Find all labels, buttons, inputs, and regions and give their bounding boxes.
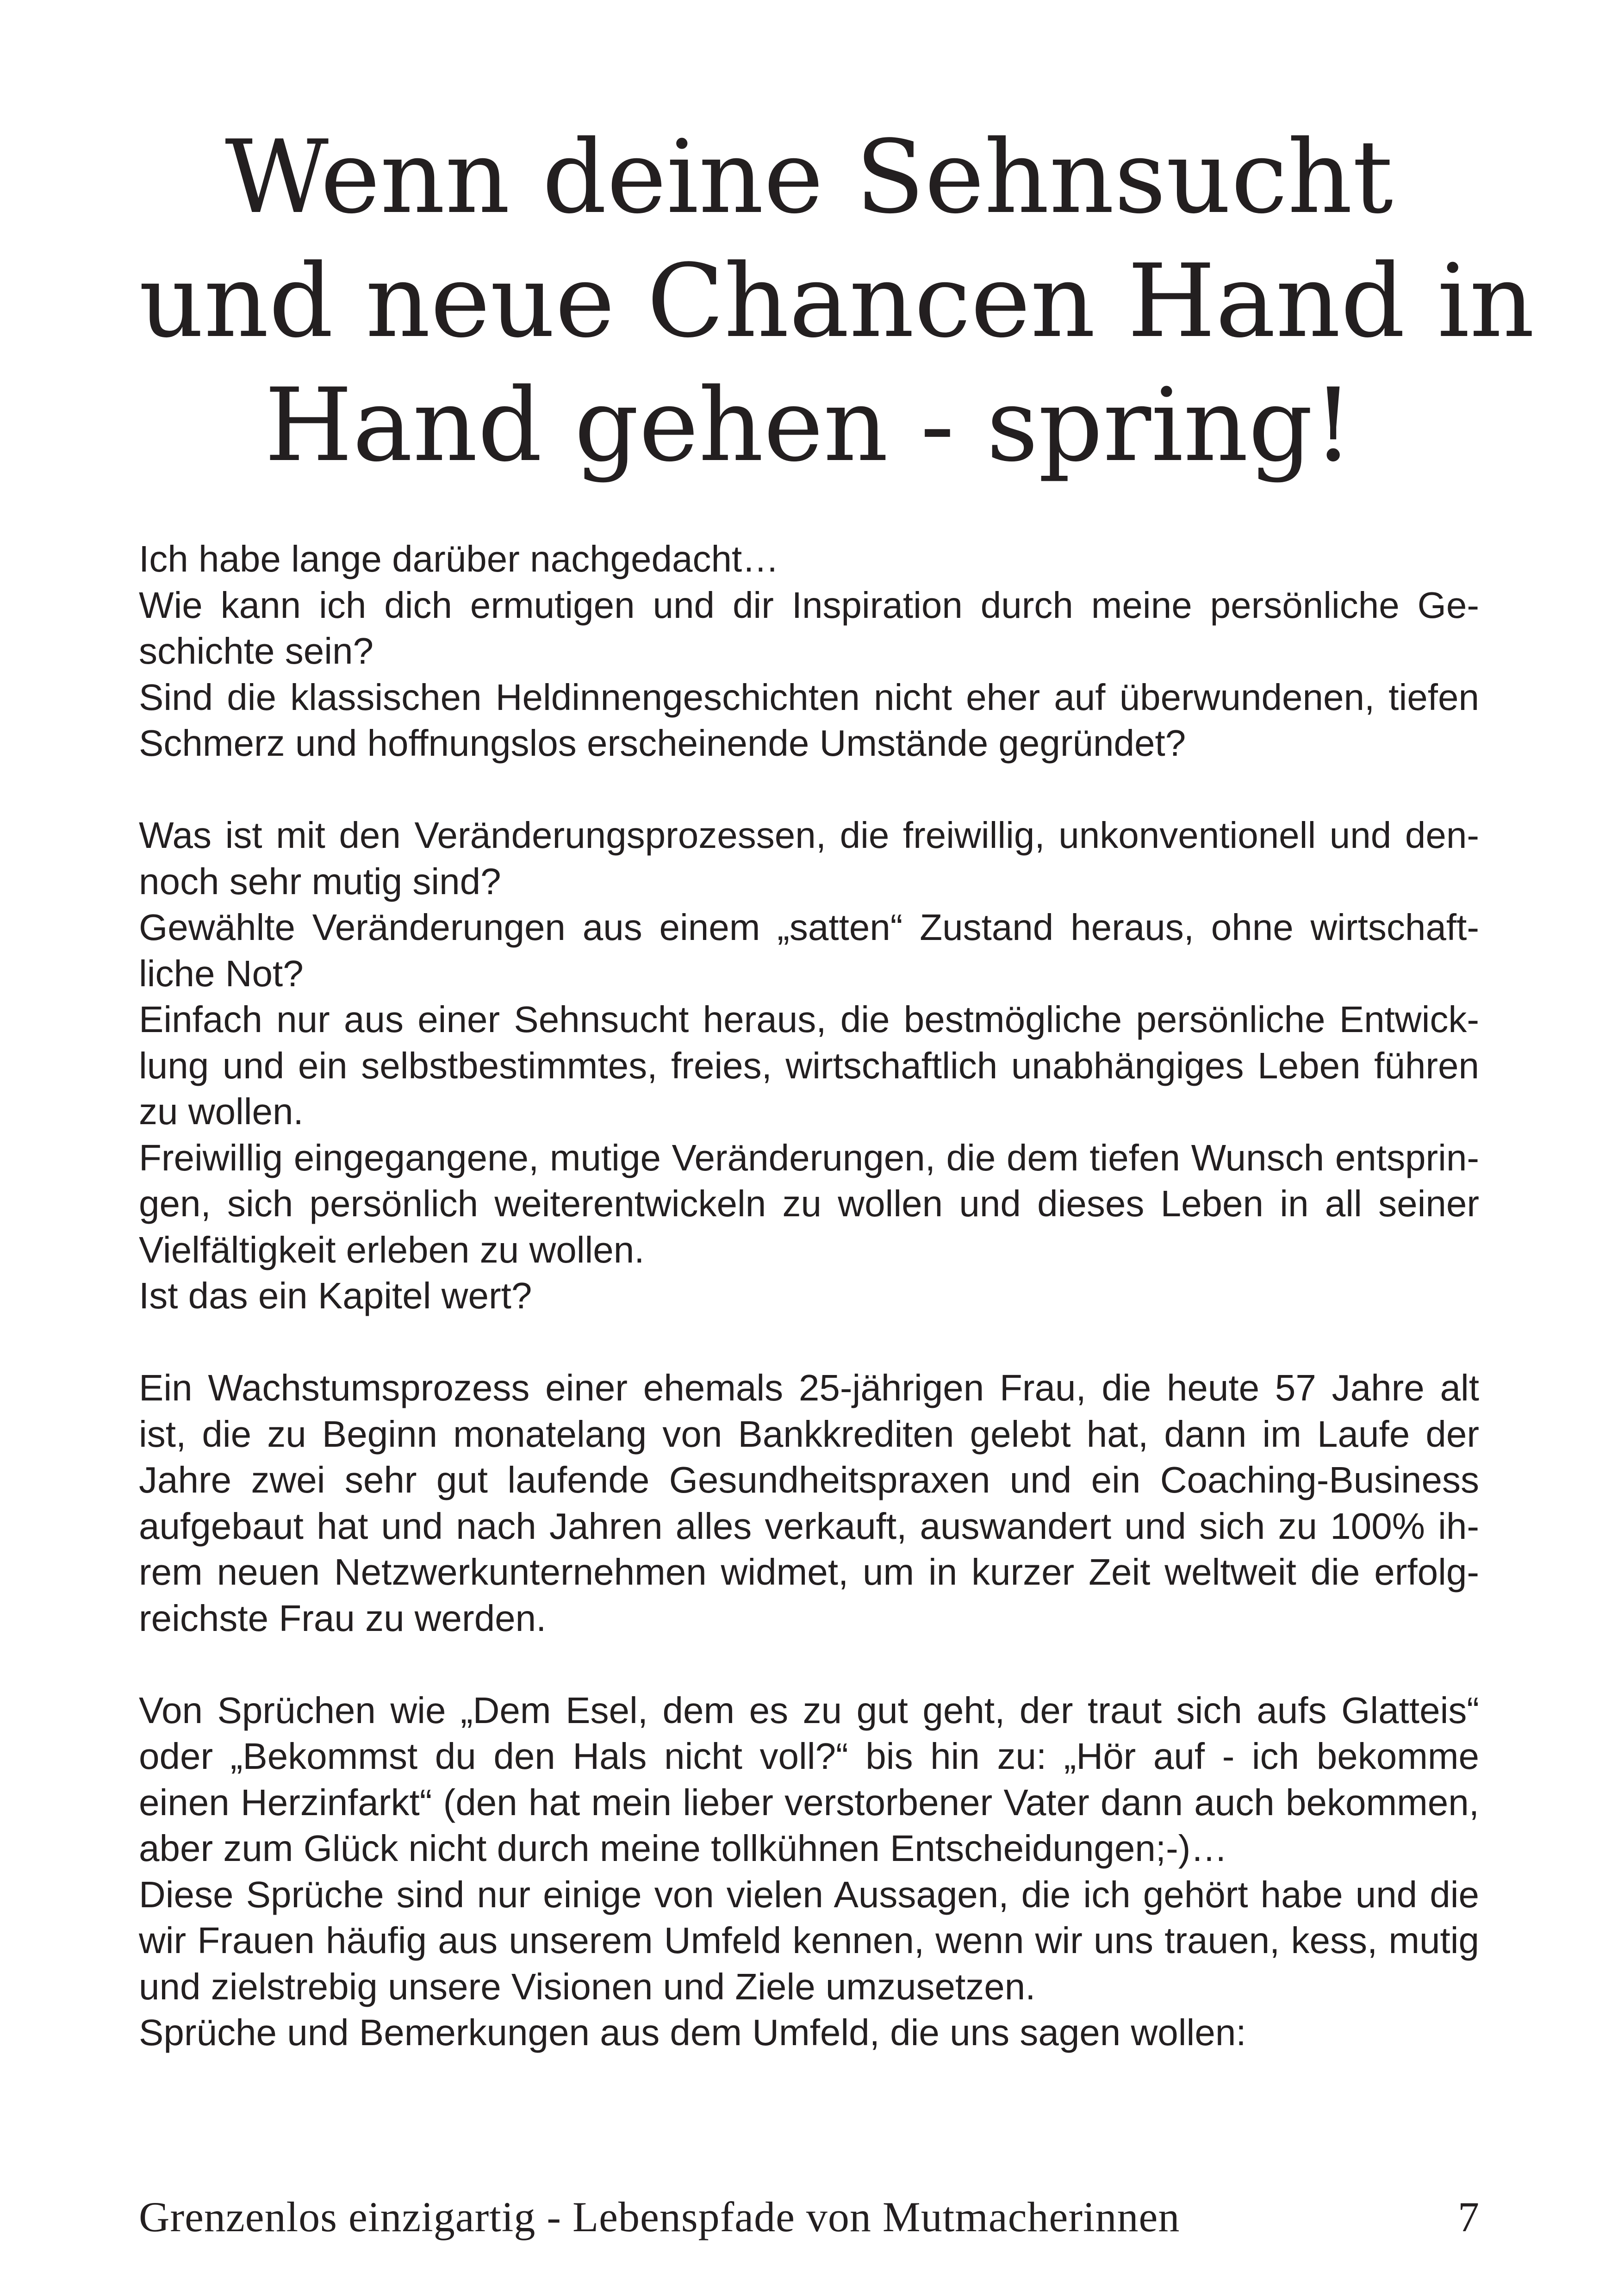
- text-line: und zielstrebig unsere Visionen und Ziele umzusetzen.: [139, 1966, 1036, 2007]
- text-line: oder „Bekommst du den Hals nicht voll?“ bis hin zu: „Hör auf - ich bekomme: [139, 1736, 1479, 1777]
- text-line: schichte sein?: [139, 630, 373, 672]
- text-line: lung und ein selbstbestimmtes, freies, wirtschaftlich unabhängiges Leben führen: [139, 1045, 1479, 1086]
- paragraph: [139, 1687, 1479, 2056]
- text-line: Schmerz und hoffnungslos erscheinende Umstände gegründet?: [139, 722, 1186, 764]
- text-line: liche Not?: [139, 952, 304, 994]
- page-footer: [139, 2189, 1479, 2245]
- paragraph: [139, 536, 1479, 766]
- text-line: Was ist mit den Veränderungsprozessen, die freiwillig, unkonventionell und den-: [139, 815, 1479, 856]
- paragraph: [139, 1365, 1479, 1641]
- page-number: 7: [1458, 2193, 1479, 2240]
- text-line: Ich habe lange darüber nachgedacht…: [139, 538, 779, 579]
- text-line: Wie kann ich dich ermutigen und dir Inspiration durch meine persönliche Ge-: [139, 584, 1479, 626]
- chapter-title-line: und neue Chancen Hand in: [139, 243, 1535, 360]
- body-text: [139, 536, 1479, 2102]
- text-line: gen, sich persönlich weiterentwickeln zu wollen und dieses Leben in all seiner: [139, 1183, 1479, 1224]
- text-line: Diese Sprüche sind nur einige von vielen Aussagen, die ich gehört habe und die: [139, 1873, 1479, 1915]
- text-line: wir Frauen häufig aus unserem Umfeld kennen, wenn wir uns trauen, kess, mutig: [139, 1920, 1479, 1961]
- text-line: Freiwillig eingegangene, mutige Veränderungen, die dem tiefen Wunsch entsprin-: [139, 1137, 1479, 1178]
- text-line: Sind die klassischen Heldinnengeschichten nicht eher auf überwundenen, tiefen: [139, 676, 1479, 718]
- text-line: Ein Wachstumsprozess einer ehemals 25-jährigen Frau, die heute 57 Jahre alt: [139, 1367, 1479, 1408]
- text-line: rem neuen Netzwerkunternehmen widmet, um in kurzer Zeit weltweit die erfolg-: [139, 1551, 1479, 1593]
- text-line: Jahre zwei sehr gut laufende Gesundheitspraxen und ein Coaching-Business: [139, 1459, 1479, 1500]
- text-line: Vielfältigkeit erleben zu wollen.: [139, 1229, 645, 1270]
- text-line: Einfach nur aus einer Sehnsucht heraus, die bestmögliche persönliche Entwick-: [139, 999, 1479, 1040]
- chapter-title: [139, 116, 1535, 488]
- text-line: noch sehr mutig sind?: [139, 860, 501, 902]
- chapter-title-line: Wenn deine Sehnsucht: [225, 119, 1393, 236]
- text-line: Sprüche und Bemerkungen aus dem Umfeld, die uns sagen wollen:: [139, 2012, 1246, 2053]
- text-line: reichste Frau zu werden.: [139, 1597, 547, 1639]
- text-line: einen Herzinfarkt“ (den hat mein lieber verstorbener Vater dann auch bekommen,: [139, 1781, 1479, 1823]
- paragraph: [139, 812, 1479, 1319]
- text-line: Ist das ein Kapitel wert?: [139, 1275, 532, 1316]
- text-line: aufgebaut hat und nach Jahren alles verkauft, auswandert und sich zu 100% ih-: [139, 1505, 1479, 1547]
- text-line: aber zum Glück nicht durch meine tollkühnen Entscheidungen;-)…: [139, 1828, 1228, 1869]
- chapter-title-line: Hand gehen - spring!: [264, 367, 1354, 484]
- text-line: zu wollen.: [139, 1091, 304, 1132]
- text-line: Gewählte Veränderungen aus einem „satten“ Zustand heraus, ohne wirtschaft-: [139, 907, 1479, 948]
- text-line: Von Sprüchen wie „Dem Esel, dem es zu gut geht, der traut sich aufs Glatteis“: [139, 1689, 1479, 1731]
- running-title: Grenzenlos einzigartig - Lebenspfade von Mutmacherinnen: [139, 2193, 1180, 2240]
- text-line: ist, die zu Beginn monatelang von Bankkrediten gelebt hat, dann im Laufe der: [139, 1413, 1479, 1455]
